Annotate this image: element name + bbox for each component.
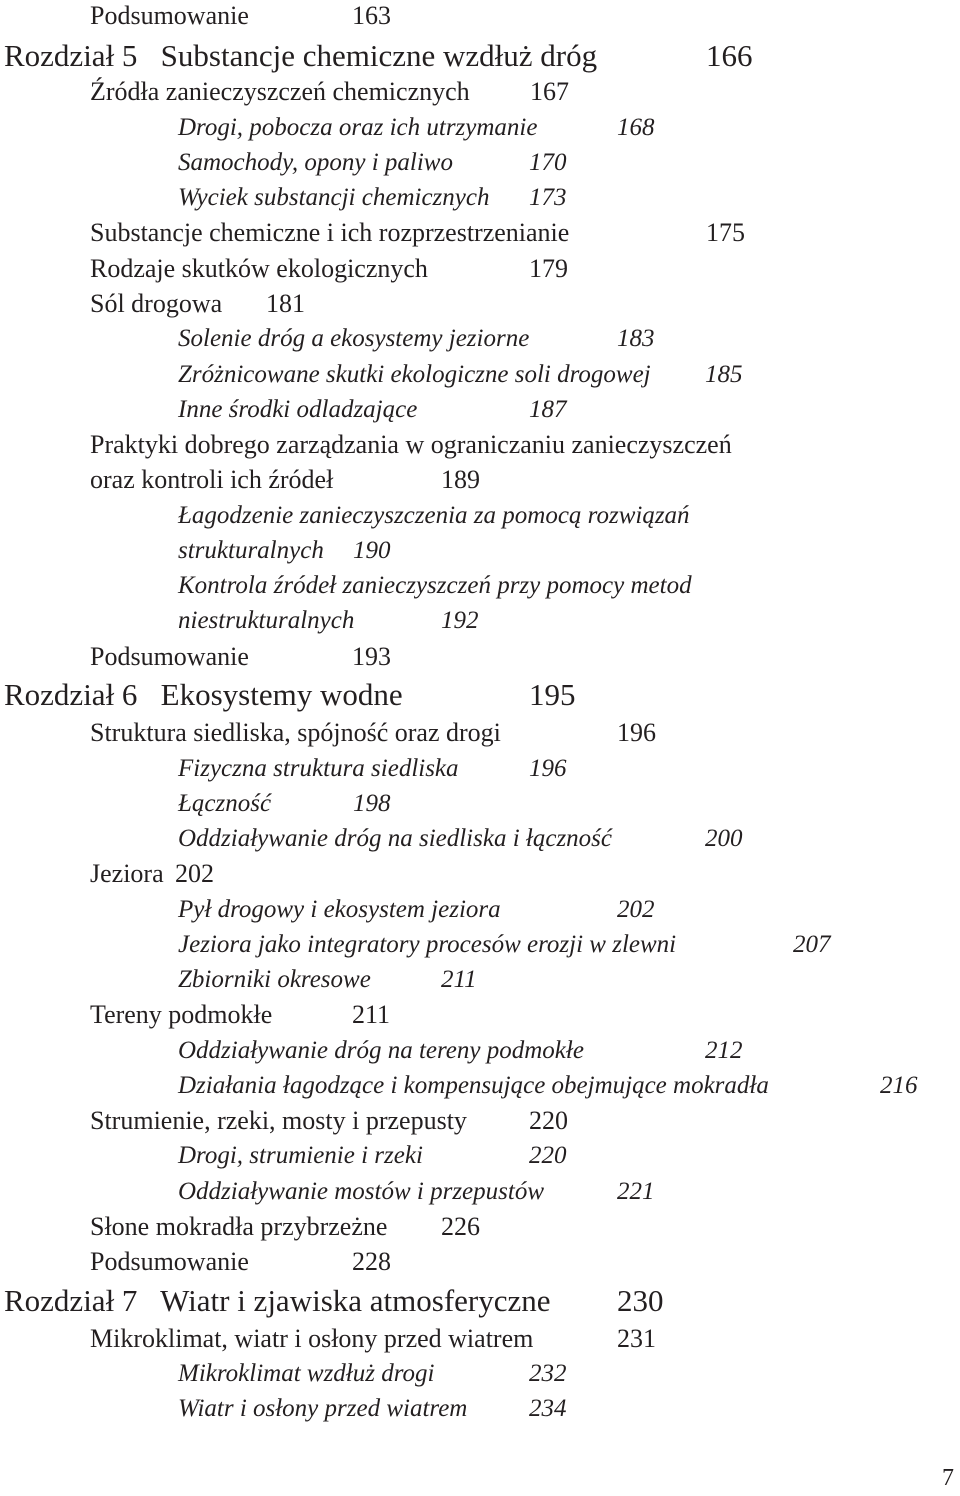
toc-entry-title: Jeziora jako integratory procesów erozji w zlewni	[178, 931, 677, 958]
toc-entry-title: Praktyki dobrego zarządzania w ograniczaniu zanieczyszczeń	[90, 430, 732, 459]
toc-entry-page: 196	[529, 755, 567, 782]
toc-entry	[178, 396, 567, 423]
toc-entry-page: 212	[705, 1037, 743, 1064]
toc-entry-page: 193	[352, 642, 391, 671]
toc-entry-title: Mikroklimat, wiatr i osłony przed wiatrem	[90, 1324, 534, 1353]
toc-entry-page: 183	[617, 325, 655, 352]
toc-entry	[90, 1324, 656, 1353]
toc-entry	[178, 1178, 655, 1205]
toc-entry-title: Strumienie, rzeki, mosty i przepusty	[90, 1106, 467, 1135]
toc-entry-page: 207	[793, 931, 831, 958]
toc-entry-page: 185	[705, 361, 743, 388]
toc-entry-title: Słone mokradła przybrzeżne	[90, 1212, 388, 1241]
toc-entry	[90, 1, 391, 30]
toc-entry	[90, 254, 568, 283]
toc-entry-title: Drogi, pobocza oraz ich utrzymanie	[178, 114, 538, 141]
toc-entry-title: Podsumowanie	[90, 1247, 249, 1276]
toc-entry-title: oraz kontroli ich źródeł	[90, 465, 334, 494]
toc-entry	[90, 465, 480, 494]
toc-entry-title: Podsumowanie	[90, 642, 249, 671]
toc-entry-title: Pył drogowy i ekosystem jeziora	[178, 896, 501, 923]
toc-entry-title: Działania łagodzące i kompensujące obejmujące mokradła	[178, 1072, 769, 1099]
toc-entry-title: Rozdział 6 Ekosystemy wodne	[4, 677, 403, 712]
toc-entry-title: Rozdział 5 Substancje chemiczne wzdłuż dróg	[4, 38, 598, 73]
toc-entry-page: 181	[266, 289, 305, 318]
toc-entry-title: Oddziaływanie dróg na tereny podmokłe	[178, 1037, 584, 1064]
toc-entry	[178, 1037, 743, 1064]
toc-entry	[90, 1212, 480, 1241]
toc-entry-title: Oddziaływanie mostów i przepustów	[178, 1178, 544, 1205]
toc-entry-title: Sól drogowa	[90, 289, 223, 318]
toc-entry-page: 168	[617, 114, 655, 141]
toc-entry-title: Substancje chemiczne i ich rozprzestrzenianie	[90, 218, 570, 247]
toc-entry-page: 192	[441, 607, 479, 634]
toc-entry-title: Inne środki odladzające	[178, 396, 418, 423]
toc-entry-page: 166	[706, 38, 753, 73]
toc-entry	[90, 859, 214, 888]
toc-entry	[178, 966, 477, 993]
toc-entry	[178, 1360, 567, 1387]
toc-entry-page: 170	[529, 149, 567, 176]
toc-entry	[90, 218, 745, 247]
toc-entry-title: Fizyczna struktura siedliska	[178, 755, 459, 782]
toc-entry-title: Łagodzenie zanieczyszczenia za pomocą rozwiązań	[178, 502, 690, 529]
toc-entry-page: 179	[529, 254, 568, 283]
toc-entry	[90, 642, 391, 671]
toc-entry	[178, 1142, 567, 1169]
toc-entry	[90, 1247, 391, 1276]
toc-entry-title: Rozdział 7 Wiatr i zjawiska atmosferyczne	[4, 1283, 551, 1318]
toc-entry	[178, 931, 831, 958]
toc-entry	[90, 1000, 391, 1029]
toc-entry-title: Tereny podmokłe	[90, 1000, 273, 1029]
page-number: 7	[942, 1465, 954, 1491]
chapter-entry	[4, 677, 576, 712]
toc-entry-page: 187	[529, 396, 567, 423]
toc-entry-title: Solenie dróg a ekosystemy jeziorne	[178, 325, 530, 352]
toc-entry-page: 198	[353, 790, 391, 817]
toc-entry-page: 195	[529, 677, 576, 712]
toc-entry-title: strukturalnych	[178, 537, 324, 564]
toc-entry-page: 220	[529, 1106, 568, 1135]
toc-entry	[178, 607, 479, 634]
toc-entry	[90, 289, 305, 318]
toc-entry-page: 221	[617, 1178, 655, 1205]
toc-entry-page: 230	[617, 1283, 664, 1318]
toc-entry	[178, 114, 655, 141]
toc-entry-title: Drogi, strumienie i rzeki	[178, 1142, 423, 1169]
toc-entry-page: 202	[617, 896, 655, 923]
toc-entry-title: Rodzaje skutków ekologicznych	[90, 254, 428, 283]
toc-entry-page: 226	[441, 1212, 480, 1241]
toc-entry-title: niestrukturalnych	[178, 607, 355, 634]
toc-entry-page: 190	[353, 537, 391, 564]
toc-entry-title: Struktura siedliska, spójność oraz drogi	[90, 718, 501, 747]
toc-entry	[178, 537, 391, 564]
toc-entry-title: Oddziaływanie dróg na siedliska i łączność	[178, 825, 612, 852]
toc-entry	[178, 896, 655, 923]
toc-entry-page: 167	[530, 77, 569, 106]
toc-entry	[178, 361, 743, 388]
toc-entry-page: 202	[175, 859, 214, 888]
toc-entry-page: 189	[441, 465, 480, 494]
toc-entry-title: Zbiorniki okresowe	[178, 966, 371, 993]
toc-entry	[178, 1072, 918, 1099]
toc-entry	[178, 790, 391, 817]
toc-entry-title: Wiatr i osłony przed wiatrem	[178, 1395, 468, 1422]
toc-entry-page: 175	[706, 218, 745, 247]
toc-entry	[178, 755, 567, 782]
toc-entry	[90, 77, 569, 106]
toc-entry	[178, 825, 743, 852]
toc-entry	[90, 1106, 568, 1135]
chapter-entry	[4, 1283, 664, 1318]
toc-entry-page: 232	[529, 1360, 567, 1387]
toc-entry-title: Łączność	[178, 790, 272, 817]
toc-entry	[178, 149, 567, 176]
toc-entry-page: 211	[441, 966, 477, 993]
toc-entry-title: Samochody, opony i paliwo	[178, 149, 453, 176]
toc-entry-page: 228	[352, 1247, 391, 1276]
toc-entry	[90, 432, 732, 458]
toc-entry-title: Mikroklimat wzdłuż drogi	[178, 1360, 435, 1387]
toc-entry	[178, 325, 655, 352]
toc-entry	[90, 718, 656, 747]
toc-entry-page: 196	[617, 718, 656, 747]
chapter-entry	[4, 38, 753, 73]
toc-entry-page: 216	[880, 1072, 918, 1099]
toc-entry-title: Podsumowanie	[90, 1, 249, 30]
toc-entry	[178, 573, 692, 598]
toc-entry-title: Wyciek substancji chemicznych	[178, 184, 490, 211]
toc-entry-page: 220	[529, 1142, 567, 1169]
toc-entry	[178, 1395, 567, 1422]
toc-entry-page: 231	[617, 1324, 656, 1353]
toc-entry-page: 200	[705, 825, 743, 852]
toc-entry-title: Źródła zanieczyszczeń chemicznych	[90, 77, 470, 106]
toc-entry	[178, 184, 567, 211]
toc-entry-page: 211	[352, 1000, 391, 1029]
toc-entry-page: 234	[529, 1395, 567, 1422]
toc-entry	[178, 503, 690, 528]
toc-entry-title: Zróżnicowane skutki ekologiczne soli drogowej	[178, 361, 651, 388]
toc-entry-page: 173	[529, 184, 567, 211]
toc-entry-title: Kontrola źródeł zanieczyszczeń przy pomocy metod	[178, 572, 692, 599]
toc-entry-title: Jeziora	[90, 859, 164, 888]
toc-entry-page: 163	[352, 1, 391, 30]
